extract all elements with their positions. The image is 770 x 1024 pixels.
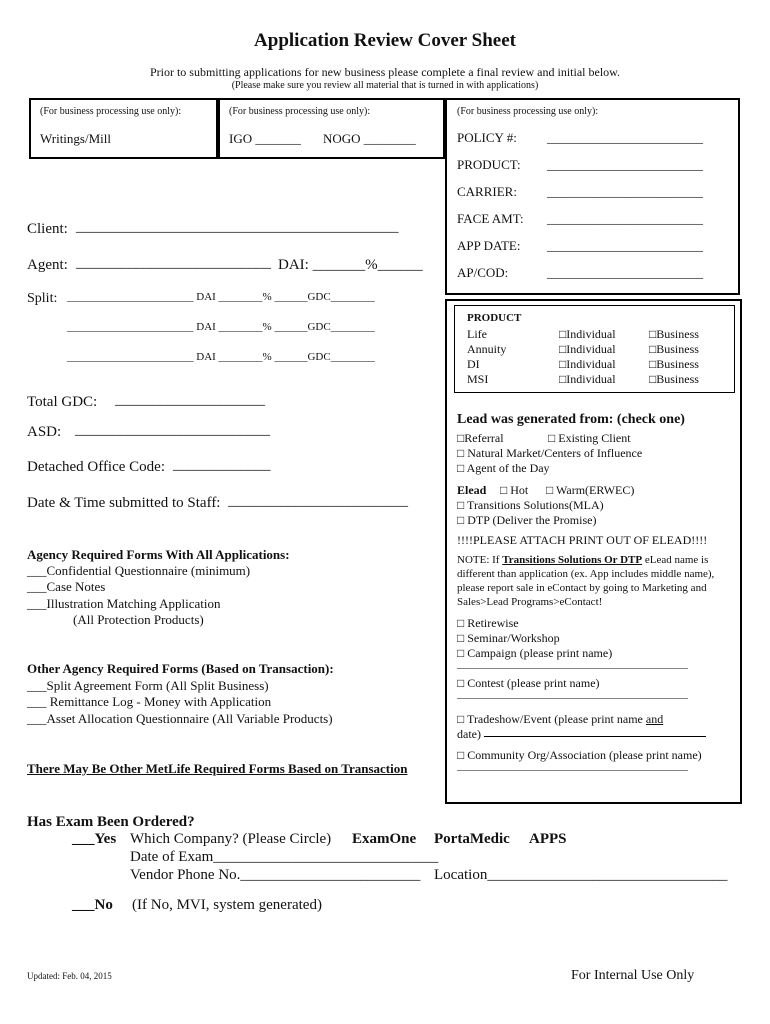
box1-header: (For business processing use only): [40, 106, 182, 117]
lead-heading: Lead was generated from: (check one) [457, 412, 685, 427]
client-label: Client: [27, 221, 68, 237]
client-line[interactable]: ___________________________________________ [76, 219, 399, 235]
product-annuity: Annuity [467, 342, 507, 356]
form-illustration-matching[interactable]: ___Illustration Matching Application [27, 596, 221, 611]
agent-of-day-checkbox[interactable]: □ Agent of the Day [457, 461, 550, 475]
split-row-3[interactable]: _______________________ DAI ________% ______GDC________ [67, 351, 375, 363]
page-title: Application Review Cover Sheet [254, 30, 516, 51]
exam-which-company: Which Company? (Please Circle) [130, 831, 332, 847]
internal-use-note: For Internal Use Only [571, 968, 695, 983]
nogo-field[interactable]: NOGO ________ [323, 131, 416, 146]
ap-cod-label: AP/COD: [457, 265, 509, 280]
product-di: DI [467, 357, 480, 371]
retirewise-checkbox[interactable]: □ Retirewise [457, 616, 519, 630]
policy-label: POLICY #: [457, 130, 517, 145]
warm-checkbox[interactable]: □ Warm(ERWEC) [546, 483, 635, 497]
agent-dai-field[interactable]: DAI: _______%______ [278, 257, 423, 273]
writings-mill-label: Writings/Mill [40, 131, 111, 146]
date-time-line[interactable]: ________________________ [228, 493, 408, 509]
company-portamedic[interactable]: PortaMedic [434, 831, 510, 847]
attach-warning: !!!!PLEASE ATTACH PRINT OUT OF ELEAD!!!! [457, 533, 708, 547]
product-label: PRODUCT: [457, 157, 521, 172]
policy-line[interactable]: ________________________ [547, 130, 703, 145]
note-line-3: please report sale in eContact by going to Marketing and [457, 582, 707, 594]
transitions-checkbox[interactable]: □ Transitions Solutions(MLA) [457, 498, 604, 512]
total-gdc-line[interactable]: ____________________ [115, 392, 265, 408]
asd-line[interactable]: __________________________ [75, 422, 270, 438]
product-msi: MSI [467, 372, 489, 386]
form-confidential-questionnaire[interactable]: ___Confidential Questionnaire (minimum) [27, 563, 251, 578]
form-split-agreement[interactable]: ___Split Agreement Form (All Split Business) [27, 678, 269, 693]
community-line[interactable]: __________________________________________ [457, 760, 688, 772]
face-amt-label: FACE AMT: [457, 211, 524, 226]
processing-box-policy [445, 98, 740, 295]
ap-cod-line[interactable]: ________________________ [547, 265, 703, 280]
detached-office-label: Detached Office Code: [27, 459, 165, 475]
face-amt-line[interactable]: ________________________ [547, 211, 703, 226]
total-gdc-label: Total GDC: [27, 394, 98, 410]
elead-label: Elead [457, 483, 487, 497]
natural-market-checkbox[interactable]: □ Natural Market/Centers of Influence [457, 446, 643, 460]
date-time-label: Date & Time submitted to Staff: [27, 495, 221, 511]
exam-heading: Has Exam Been Ordered? [27, 814, 195, 830]
split-row-1[interactable]: _______________________ DAI ________% ______GDC________ [67, 291, 375, 303]
carrier-label: CARRIER: [457, 184, 517, 199]
note-line-2: different than application (ex. App includes middle name), [457, 568, 715, 580]
note-post: eLead name is [642, 554, 709, 566]
processing-box-writings [29, 98, 218, 159]
exam-date-field[interactable]: Date of Exam______________________________ [130, 849, 439, 865]
contest-checkbox[interactable]: □ Contest (please print name) [457, 676, 600, 690]
contest-line[interactable]: __________________________________________ [457, 688, 688, 700]
app-date-label: APP DATE: [457, 238, 521, 253]
product-life: Life [467, 327, 487, 341]
form-remittance-log[interactable]: ___ Remittance Log - Money with Application [27, 694, 272, 709]
processing-box-igo [218, 98, 445, 159]
metlife-forms-note: There May Be Other MetLife Required Forms Based on Transaction [27, 761, 408, 776]
referral-checkbox[interactable]: □Referral [457, 431, 504, 445]
exam-no-field[interactable]: ___No [72, 897, 113, 913]
tradeshow-line[interactable] [484, 724, 706, 740]
campaign-line[interactable]: __________________________________________ [457, 658, 688, 670]
life-business-checkbox[interactable]: □Business [649, 327, 699, 341]
detached-office-line[interactable]: _____________ [173, 457, 271, 473]
existing-client-checkbox[interactable]: □ Existing Client [548, 431, 631, 445]
form-protection-products-note: (All Protection Products) [73, 612, 204, 627]
community-checkbox[interactable]: □ Community Org/Association (please print name) [457, 748, 702, 762]
igo-field[interactable]: IGO _______ [229, 131, 301, 146]
box3-header: (For business processing use only): [457, 106, 599, 117]
subtitle: Prior to submitting applications for new business please complete a final review and initial below. [149, 65, 621, 79]
split-label: Split: [27, 291, 58, 306]
hot-checkbox[interactable]: □ Hot [500, 483, 529, 497]
tradeshow-date-label: date) [457, 727, 481, 741]
agency-forms-heading: Agency Required Forms With All Applications: [27, 547, 290, 562]
product-header: PRODUCT [467, 312, 522, 324]
other-forms-heading: Other Agency Required Forms (Based on Transaction): [27, 661, 334, 676]
msi-business-checkbox[interactable]: □Business [649, 372, 699, 386]
campaign-checkbox[interactable]: □ Campaign (please print name) [457, 646, 613, 660]
seminar-checkbox[interactable]: □ Seminar/Workshop [457, 631, 560, 645]
product-lead-box [445, 299, 742, 804]
dtp-checkbox[interactable]: □ DTP (Deliver the Promise) [457, 513, 597, 527]
tradeshow-label: □ Tradeshow/Event (please print name [457, 712, 646, 726]
note-pre: NOTE: If [457, 554, 503, 566]
form-asset-allocation[interactable]: ___Asset Allocation Questionnaire (All Variable Products) [27, 711, 333, 726]
company-apps[interactable]: APPS [529, 831, 567, 847]
exam-no-note: (If No, MVI, system generated) [132, 897, 322, 913]
agent-line[interactable]: __________________________ [76, 255, 271, 271]
product-line[interactable]: ________________________ [547, 157, 703, 172]
subtitle-note: (Please make sure you review all material that is turned in with applications) [231, 80, 539, 91]
app-date-line[interactable]: ________________________ [547, 238, 703, 253]
note-bold: Transitions Solutions Or DTP [502, 554, 643, 566]
box2-header: (For business processing use only): [229, 106, 371, 117]
split-row-2[interactable]: _______________________ DAI ________% ______GDC________ [67, 321, 375, 333]
note-line-4: Sales>Lead Programs>eContact! [457, 596, 603, 608]
agent-label: Agent: [27, 257, 68, 273]
company-examone[interactable]: ExamOne [352, 831, 417, 847]
exam-yes-field[interactable]: ___Yes [72, 831, 117, 847]
di-individual-checkbox[interactable]: □Individual [559, 357, 616, 371]
location-field[interactable]: Location________________________________ [434, 867, 728, 883]
annuity-individual-checkbox[interactable]: □Individual [559, 342, 616, 356]
note-line-1 [457, 554, 708, 566]
annuity-business-checkbox[interactable]: □Business [649, 342, 699, 356]
tradeshow-and: and [645, 712, 664, 726]
form-case-notes[interactable]: ___Case Notes [27, 579, 106, 594]
life-individual-checkbox[interactable]: □Individual [559, 327, 616, 341]
carrier-line[interactable]: ________________________ [547, 184, 703, 199]
di-business-checkbox[interactable]: □Business [649, 357, 699, 371]
msi-individual-checkbox[interactable]: □Individual [559, 372, 616, 386]
updated-date: Updated: Feb. 04, 2015 [27, 971, 112, 981]
asd-label: ASD: [27, 424, 62, 440]
vendor-phone-field[interactable]: Vendor Phone No.________________________ [130, 867, 421, 883]
